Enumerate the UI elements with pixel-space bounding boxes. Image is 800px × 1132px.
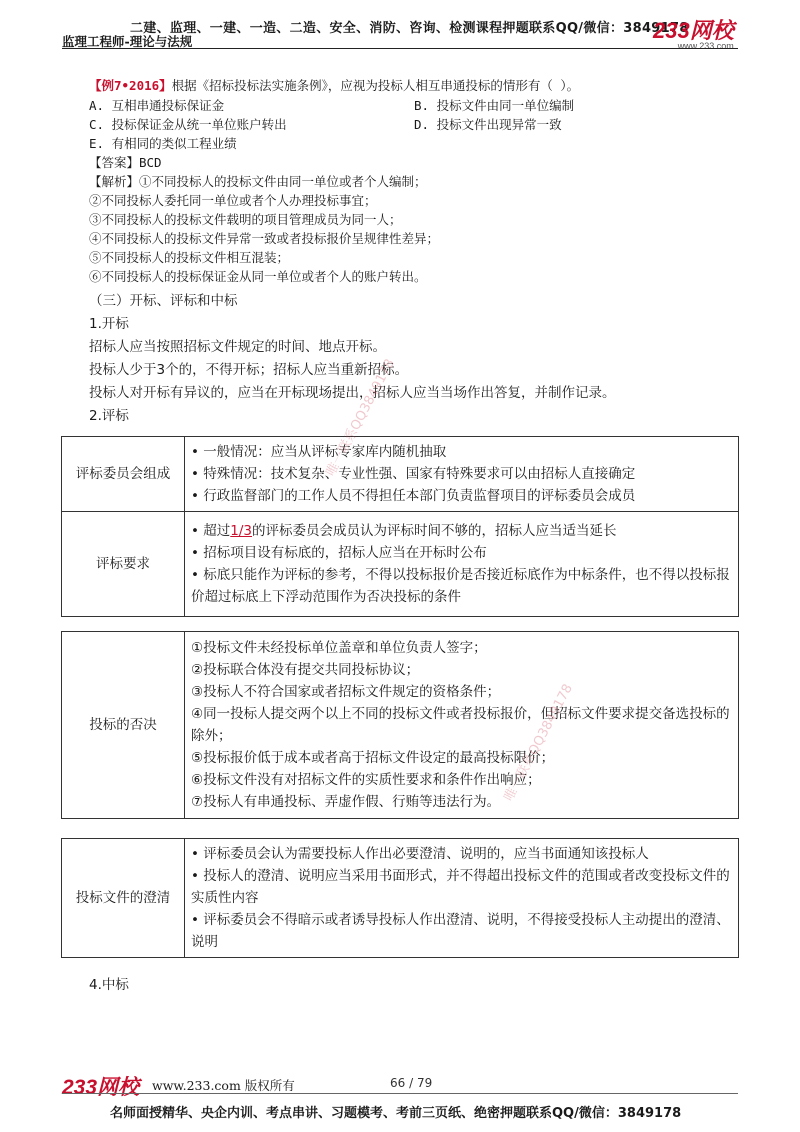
header-divider [62,48,738,49]
analysis-item-5: ⑤不同投标人的投标文件相互混装； [89,250,290,265]
paragraph-2: 投标人少于3个的，不得开标；招标人应当重新招标。 [89,362,409,378]
list-item: • 一般情况：应当从评标专家库内随机抽取 [191,444,447,460]
list-item: ③投标人不符合国家或者招标文件规定的资格条件； [191,684,501,700]
footer-copyright: www.233.com 版权所有 [152,1078,295,1093]
paragraph-3: 投标人对开标有异议的，应当在开标现场提出，招标人应当当场作出答复，并制作记录。 [89,385,616,401]
footer-logo: 233网校 [62,1076,140,1099]
list-item: • 特殊情况：技术复杂、专业性强、国家有特殊要求可以由招标人直接确定 [191,466,636,482]
header-subtitle: 监理工程师-理论与法规 [62,34,193,49]
option-c: C. 投标保证金从统一单位账户转出 [89,117,287,132]
header-logo-url: www.233.com [677,41,734,51]
list-item: ②投标联合体没有提交共同投标协议； [191,662,420,678]
highlight-fraction: 1/3 [230,523,252,539]
rejection-table [61,631,739,819]
analysis-item-1: ①不同投标人的投标文件由同一单位或者个人编制； [139,174,427,189]
option-a: A. 互相串通投标保证金 [89,98,225,113]
analysis-label: 【解析】 [89,174,140,189]
list-item: • 评标委员会不得暗示或者诱导投标人作出澄清、说明，不得接受投标人主动提出的澄清、说明 [191,912,730,950]
list-item: • 投标人的澄清、说明应当采用书面形式，并不得超出投标文件的范围或者改变投标文件的实质性内容 [191,868,730,906]
table-row [62,632,739,819]
watermark: 唯一联系QQ3849178 [501,681,576,804]
option-d: D. 投标文件出现异常一致 [414,117,562,132]
list-item: • 行政监督部门的工作人员不得担任本部门负责监督项目的评标委员会成员 [191,488,636,504]
list-item: ⑦投标人有串通投标、弄虚作假、行贿等违法行为。 [191,794,501,810]
list-item: ①投标文件未经投标单位盖章和单位负责人签字； [191,640,487,656]
item-suffix: 的评标委员会成员认为评标时间不够的，招标人应当适当延长 [252,523,617,539]
example-tag: 【例7•2016】 [89,78,172,93]
row-label-rejection: 投标的否决 [62,632,185,819]
paragraph-1: 招标人应当按照招标文件规定的时间、地点开标。 [89,339,386,355]
item-prefix: • 超过 [191,523,231,539]
page-number: 66 / 79 [390,1076,433,1090]
section-title: （三）开标、评标和中标 [89,293,238,309]
header-logo-text: 233网校 [653,18,734,43]
option-e: E. 有相同的类似工程业绩 [89,136,237,151]
evaluation-table [61,436,739,617]
clarification-table [61,838,739,958]
list-item: ④同一投标人提交两个以上不同的投标文件或者投标报价，但招标文件要求提交备选投标的除外； [191,706,730,744]
section-sub-evaluate: 2.评标 [89,408,129,424]
list-item: • 评标委员会认为需要投标人作出必要澄清、说明的，应当书面通知该投标人 [191,846,649,862]
option-b: B. 投标文件由同一单位编制 [414,98,575,113]
list-item [191,520,732,542]
table-row [62,437,739,512]
row-label-requirements: 评标要求 [62,512,185,617]
header-logo [653,14,734,51]
list-item: • 招标项目设有标底的，招标人应当在开标时公布 [191,545,487,561]
section-sub-award: 4.中标 [89,977,129,993]
watermark: 唯一联系QQ3849178 [323,356,398,479]
footer-ad-line: 名师面授精华、央企内训、考点串讲、习题模考、考前三页纸、绝密押题联系QQ/微信：3849178 [110,1106,682,1121]
list-item: • 标底只能作为评标的参考，不得以投标报价是否接近标底作为中标条件，也不得以投标报价超过标底上下浮动范围作为否决投标的条件 [191,567,730,605]
footer-divider [62,1093,738,1094]
table-row [62,512,739,617]
example-question-text: 根据《招标投标法实施条例》，应视为投标人相互串通投标的情形有（ ）。 [171,78,580,93]
example-answer: 【答案】BCD [89,155,162,170]
row-content-clarification [185,839,739,958]
row-content-rejection [185,632,739,819]
example-question [89,76,739,96]
row-label-committee: 评标委员会组成 [62,437,185,512]
analysis-item-4: ④不同投标人的投标文件异常一致或者投标报价呈规律性差异； [89,231,440,246]
table-row [62,839,739,958]
row-label-clarification: 投标文件的澄清 [62,839,185,958]
analysis-line-1 [89,172,427,192]
list-item: ⑥投标文件没有对招标文件的实质性要求和条件作出响应； [191,772,541,788]
header-contact-line: 二建、监理、一建、一造、二造、安全、消防、咨询、检测课程押题联系QQ/微信：3849178 [130,21,689,36]
list-item: ⑤投标报价低于成本或者高于招标文件设定的最高投标限价； [191,750,555,766]
analysis-item-2: ②不同投标人委托同一单位或者个人办理投标事宜； [89,193,377,208]
analysis-item-6: ⑥不同投标人的投标保证金从同一单位或者个人的账户转出。 [89,269,427,284]
row-content-committee [185,437,739,512]
analysis-item-3: ③不同投标人的投标文件载明的项目管理成员为同一人； [89,212,402,227]
section-sub-open: 1.开标 [89,316,129,332]
row-content-requirements [185,512,739,617]
